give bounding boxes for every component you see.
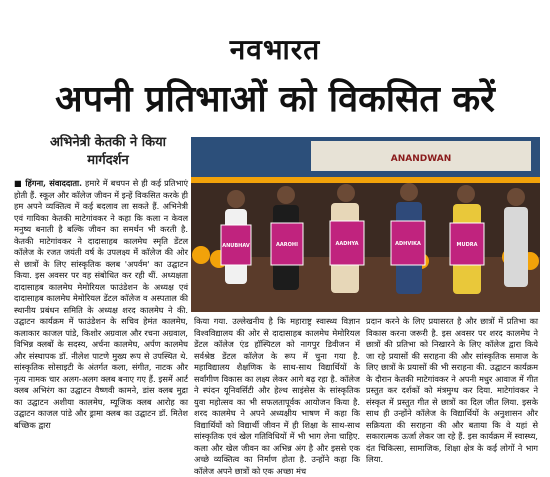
article-text-3: प्रदान करने के लिए प्रयासरत है और छात्रों में प्रतिभा का विकास करना जरूरी है. इस अवसर पर शरद कालमेघ ने छात्रों की प्रतिभा को निखारने के लिए कॉलेज द्वारा किये जा रहे प्रयासों की सराहना की और सांस्कृतिक समाज के लिए छात्रों के प्रयासों की भी सराहना की. उद्घाटन कार्यक्रम के दौरान केतकी माटेगांवकर ने अपनी मधुर आवाज में गीत प्रस्तुत कर दर्शकों को मंत्रमुग्ध कर दिया. माटेगांवकर ने संस्कृत में प्रस्तुत गीत से छात्रों का दिल जीत लिया. इसके साथ ही उन्होंने कॉलेज के विद्यार्थियों के अनुशासन और सक्रियता की सराहना की और बताया कि वे यहां से सकारात्मक ऊर्जा लेकर जा रहे हैं. इस कार्यक्रम में स्वास्थ्य, दंत चिकित्सा, सामाजिक, शिक्षा क्षेत्र के कई लोगों ने भाग लिया. — [366, 316, 538, 464]
event-photo — [191, 137, 540, 312]
banner-text: ANANDWAN — [390, 154, 452, 164]
dateline: ■ हिंगना, संवाददाता. — [14, 178, 82, 188]
subheadline: अभिनेत्री केतकी ने किया मार्गदर्शन — [50, 135, 166, 168]
certificate-label-3: AADHYA — [335, 241, 359, 247]
masthead: नवभारत — [229, 33, 321, 66]
certificate-label-2: AAROHI — [276, 242, 298, 248]
certificate-label-5: MUDRA — [456, 242, 478, 248]
headline: अपनी प्रतिभाओं को विकसित करें — [55, 79, 495, 120]
article-column-2 — [194, 316, 360, 476]
certificate-label-4: ADHVIKA — [395, 241, 421, 247]
article-column-3 — [366, 316, 538, 464]
article-column-1 — [14, 178, 188, 446]
certificate-label-1: ANUBHAV — [222, 243, 250, 249]
article-text-2: किया गया. उल्लेखनीय है कि महाराष्ट्र स्वास्थ्य विज्ञान विश्वविद्यालय की ओर से दादासाहब कालमेघ मेमोरियल डेंटल कॉलेज एंड हॉस्पिटल को नागपुर डिवीजन में सर्वश्रेष्ठ डेंटल कॉलेज के रूप में चुना गया है. महाविद्यालय शैक्षणिक के साथ-साथ विद्यार्थियों के सर्वांगीण विकास का लक्ष्य लेकर आगे बढ़ रहा है. कॉलेज ने स्पंदन यूनिवर्सिटी और हेल्थ साइंसेस के सांस्कृतिक युवा महोत्सव का भी सफलतापूर्वक आयोजन किया है. शरद कालमेघ ने अपने अध्यक्षीय भाषण में कहा कि विद्यार्थियों को विद्यार्थी जीवन में ही शिक्षा के साथ-साथ सांस्कृतिक एवं खेल गतिविधियों में भी भाग लेना चाहिए. कला और खेल जीवन का अभिन्न अंग है और इससे एक अच्छे व्यक्तित्व का निर्माण होता है. उन्होंने कहा कि कॉलेज अपने छात्रों को एक अच्छा मंच — [194, 316, 360, 476]
article-text-1: हमारे में बचपन से ही कई प्रतिभाएं होती हैं. स्कूल और कॉलेज जीवन में इन्हें विकसित करके ही हम अपने व्यक्तित्व में कई बदलाव ला सकते हैं. अभिनेत्री एवं गायिका केतकी माटेगांवकर ने कहा कि कला न केवल मनुष्य बनाती है बल्कि जीवन का समर्थन भी करती है. केतकी माटेगांवकर ने दादासाहब कालमेघ स्मृति डेंटल कॉलेज के रजत जयंती वर्ष के उपलक्ष्य में कॉलेज की ओर से छात्रों के लिए सांस्कृतिक क्लब 'अपर्वम' का उद्घाटन किया. इस अवसर पर वह संबोधित कर रही थीं. अध्यक्षता दादासाहब कालमेघ मेमोरियल फाउंडेशन के अध्यक्ष एवं दादासाहब कालमेघ मेमोरियल डेंटल कॉलेज व अस्पताल की स्थानीय प्रबंधन समिति के अध्यक्ष शरद कालमेघ ने की. उद्घाटन कार्यक्रम में फाउंडेशन के सचिव हेमंत कालमेघ, कलाकार काजल पांडे, किशोर अग्रवाल और रचना अग्रवाल, विभिन्न क्लबों के सदस्य, अर्चना कालमेघ, अर्पण कालमेघ और संस्थापक डॉ. नीलेश पाटणे मुख्य रूप से उपस्थित थे. सांस्कृतिक सोसाइटी के अंतर्गत कला, संगीत, नाटक और नृत्य नामक चार अलग-अलग क्लब बनाए गए हैं. इसमें आर्ट क्लब अभिरंग का उद्घाटन वैष्णवी कामने, डांस क्लब मुद्रा का उद्घाटन अशीया कालमेघ, म्यूजिक क्लब आरोह का उद्घाटन काजल पांडे और ड्रामा क्लब का उद्घाटन डॉ. मितेश बच्छिक द्वारा — [14, 178, 188, 430]
